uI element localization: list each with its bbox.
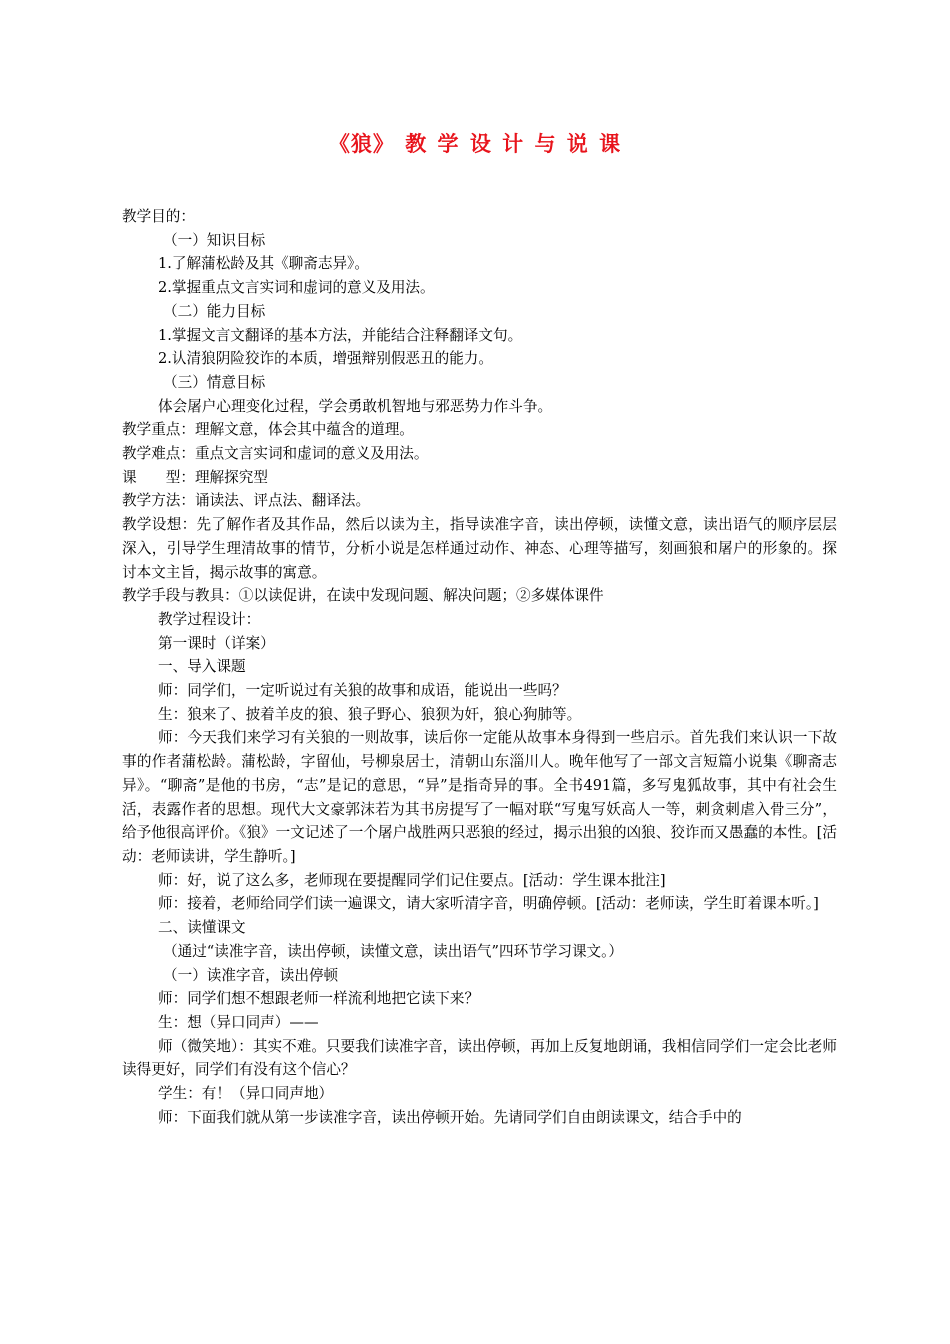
difficult-point: 教学难点：重点文言实词和虚词的意义及用法。 [122,445,429,463]
lesson-type: 课 型：理解探究型 [122,468,268,486]
document-title: 《狼》 教 学 设 计 与 说 课 [328,132,622,156]
teaching-plan: 教学设想：先了解作者及其作品，然后以读为主，指导读准字音，读出停顿，读懂文意，读出语气的顺序层层深入，引导学生理清故事的情节，分析小说是怎样通过动作、神态、心理等描写，刻画狼和屠户的形象的。探讨本文主旨，揭示故事的寓意。 [122,516,837,581]
dialogue-paragraph: 师：今天我们来学习有关狼的一则故事，读后你一定能从故事本身得到一些启示。首先我们来认识一下故事的作者蒲松龄。蒲松龄，字留仙，号柳泉居士，清朝山东淄川人。晚年他写了一部文言短篇小说集《聊斋志异》。“聊斋”是他的书房，“志”是记的意思，“异”是指奇异的事。全书491篇，多写鬼狐故事，其中有社会生活，表露作者的思想。现代大文豪郭沫若为其书房提写了一幅对联“写鬼写妖高人一等，刺贪刺虐入骨三分”，给予他很高评价。《狼》一文记述了一个屠户战胜两只恶狼的经过，揭示出狼的凶狼、狡诈而又愚蠢的本性。[活动：老师读讲，学生静听。] [122,729,837,865]
teaching-tools: 教学手段与教具：①以读促讲，在读中发现问题、解决问题；②多媒体课件 [122,587,604,605]
list-item: 2.认清狼阴险狡诈的本质，增强辩别假恶丑的能力。 [158,350,493,368]
subheading-knowledge: （一）知识目标 [163,231,266,249]
dialogue-line: 学生：有！（异口同声地） [158,1085,334,1103]
paragraph: （通过“读准字音，读出停顿，读懂文意，读出语气”四环节学习课文。） [163,942,624,960]
document-body [122,205,837,1129]
dialogue-paragraph: 师：下面我们就从第一步读准字音，读出停顿开始。先请同学们自由朗读课文，结合手中的 [158,1108,742,1126]
paragraph: 体会屠户心理变化过程，学会勇敢机智地与邪恶势力作斗争。 [158,397,553,415]
list-item: 1.掌握文言文翻译的基本方法，并能结合注释翻译文句。 [158,326,523,344]
subheading: （一）读准字音，读出停顿 [163,966,339,984]
dialogue-line: 师：同学们，一定听说过有关狼的故事和成语，能说出一些吗？ [158,682,567,700]
section-heading: 二、读懂课文 [158,919,246,937]
dialogue-line: 生：想（异口同声）—— [158,1013,319,1031]
process-heading: 教学过程设计： [158,610,261,628]
key-point: 教学重点：理解文意，体会其中蕴含的道理。 [122,421,414,439]
dialogue-line: 师：同学们想不想跟老师一样流利地把它读下来？ [158,990,480,1008]
lesson-heading: 第一课时（详案） [158,634,275,652]
dialogue-line: 师：好，说了这么多，老师现在要提醒同学们记住要点。[活动：学生课本批注] [158,871,666,889]
section-heading-objectives: 教学目的： [122,208,195,225]
teaching-method: 教学方法：诵读法、评点法、翻译法。 [122,492,371,510]
list-item: 2.掌握重点文言实词和虚词的意义及用法。 [158,279,435,297]
section-heading: 一、导入课题 [158,658,246,676]
dialogue-paragraph: 师（微笑地）：其实不难。只要我们读准字音，读出停顿，再加上反复地朗诵，我相信同学们一定会比老师读得更好，同学们有没有这个信心？ [122,1037,837,1079]
subheading-ability: （二）能力目标 [163,302,266,320]
subheading-emotion: （三）情意目标 [163,373,266,391]
dialogue-paragraph: 师：接着，老师给同学们读一遍课文，请大家听清字音，明确停顿。[活动：老师读，学生盯着课本听。] [158,895,819,913]
list-item: 1.了解蒲松龄及其《聊斋志异》。 [158,255,369,273]
dialogue-line: 生：狼来了、披着羊皮的狼、狼子野心、狼狈为奸，狼心狗肺等。 [158,705,582,723]
